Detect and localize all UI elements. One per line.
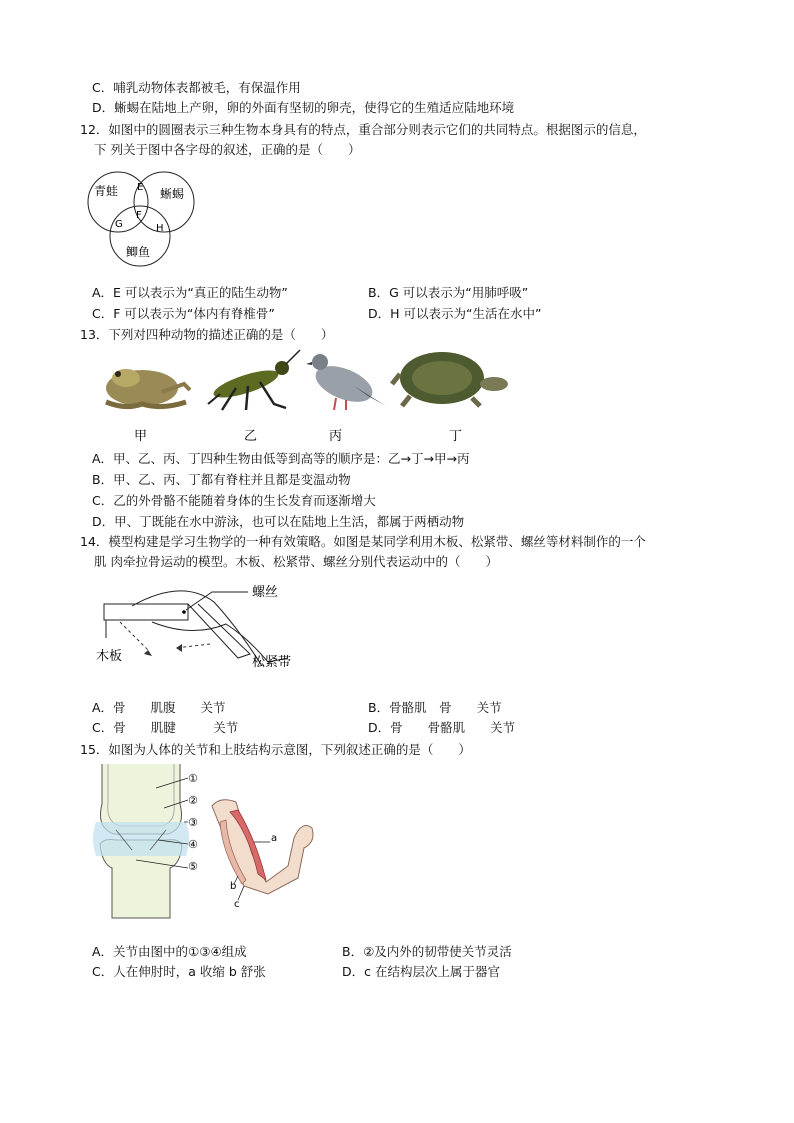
animal-label-ding: 丁 — [449, 429, 463, 444]
venn-letter-h: H — [156, 223, 164, 234]
q11-option-c: C．哺乳动物体表都被毛，有保温作用 — [92, 80, 301, 95]
label-board: 木板 — [96, 649, 123, 664]
label-screw: 螺丝 — [252, 585, 279, 600]
q11-option-d: D．蜥蜴在陆地上产卵，卵的外面有坚韧的卵壳，使得它的生殖适应陆地环境 — [92, 100, 515, 115]
q15-option-d: D．c 在结构层次上属于器官 — [342, 964, 500, 979]
pigeon-image — [306, 354, 386, 410]
q12-stem-line1: 12．如图中的圆圈表示三种生物本身具有的特点，重合部分则表示它们的共同特点。根据图示的信息， — [80, 122, 646, 137]
label-band: 松紧带 — [252, 655, 292, 670]
q12-option-a: A．E 可以表示为“真正的陆生动物” — [92, 285, 288, 300]
arm-label-c: c — [234, 899, 240, 908]
q13-option-b: B．甲、乙、丙、丁都有脊柱并且都是变温动物 — [92, 472, 351, 487]
q14-muscle-model-figure — [92, 578, 312, 674]
q13-animals-figure — [96, 344, 520, 448]
q12-venn-diagram — [84, 168, 200, 272]
animal-label-jia: 甲 — [134, 429, 148, 444]
q15-option-a: A．关节由图中的①③④组成 — [92, 944, 247, 959]
board-arm — [188, 604, 250, 658]
venn-letter-f: F — [136, 210, 142, 221]
board-rect — [104, 604, 188, 620]
mark-4: ④ — [188, 838, 198, 851]
q15-option-b: B．②及内外的韧带使关节灵活 — [342, 944, 512, 959]
frog-image — [106, 369, 190, 407]
q14-option-a: A．骨 肌腹 关节 — [92, 700, 226, 715]
animal-label-yi: 乙 — [244, 429, 258, 444]
arm-label-b: b — [230, 881, 237, 892]
arm-label-a: a — [271, 833, 278, 844]
venn-circle-lizard — [134, 172, 194, 232]
mark-2: ② — [188, 794, 198, 807]
mark-5: ⑤ — [188, 860, 198, 873]
q14-option-d: D．骨 骨骼肌 关节 — [368, 720, 516, 735]
q12-option-b: B．G 可以表示为“用肺呼吸” — [368, 285, 529, 300]
venn-letter-e: E — [137, 182, 144, 193]
animal-label-bing: 丙 — [329, 429, 343, 444]
q14-stem-line1: 14．模型构建是学习生物学的一种有效策略。如图是某同学利用木板、松紧带、螺丝等材料制作的一个 — [80, 534, 646, 549]
q15-joint-diagram — [86, 764, 206, 920]
q12-option-c: C．F 可以表示为“体内有脊椎骨” — [92, 306, 275, 321]
q13-option-d: D．甲、丁既能在水中游泳，也可以在陆地上生活，都属于两栖动物 — [92, 514, 465, 529]
grasshopper-image — [208, 350, 300, 410]
q15-stem: 15．如图为人体的关节和上肢结构示意图，下列叙述正确的是（ ） — [80, 742, 471, 757]
venn-label-fish: 鲫鱼 — [126, 245, 151, 259]
joint-capsule — [93, 822, 189, 856]
q15-arm-diagram — [208, 796, 318, 908]
q12-stem-line2: 下 列关于图中各字母的叙述，正确的是（ ） — [94, 142, 361, 157]
turtle-image — [392, 352, 508, 406]
q13-option-a: A．甲、乙、丙、丁四种生物由低等到高等的顺序是：乙→丁→甲→丙 — [92, 451, 470, 466]
q15-option-c: C．人在伸肘时，a 收缩 b 舒张 — [92, 964, 266, 979]
venn-label-frog: 青蛙 — [94, 184, 119, 198]
mark-3: ③ — [188, 816, 198, 829]
q14-stem-line2: 肌 肉牵拉骨运动的模型。木板、松紧带、螺丝分别代表运动中的（ ） — [94, 554, 498, 569]
q13-option-c: C．乙的外骨骼不能随着身体的生长发育而逐渐增大 — [92, 493, 376, 508]
venn-letter-g: G — [115, 219, 123, 230]
q14-option-c: C．骨 肌腱 关节 — [92, 720, 239, 735]
q12-option-d: D．H 可以表示为“生活在水中” — [368, 306, 542, 321]
venn-label-lizard: 蜥蜴 — [160, 187, 185, 201]
mark-1: ① — [188, 772, 198, 785]
q13-stem: 13．下列对四种动物的描述正确的是（ ） — [80, 327, 334, 342]
q14-option-b: B．骨骼肌 骨 关节 — [368, 700, 502, 715]
